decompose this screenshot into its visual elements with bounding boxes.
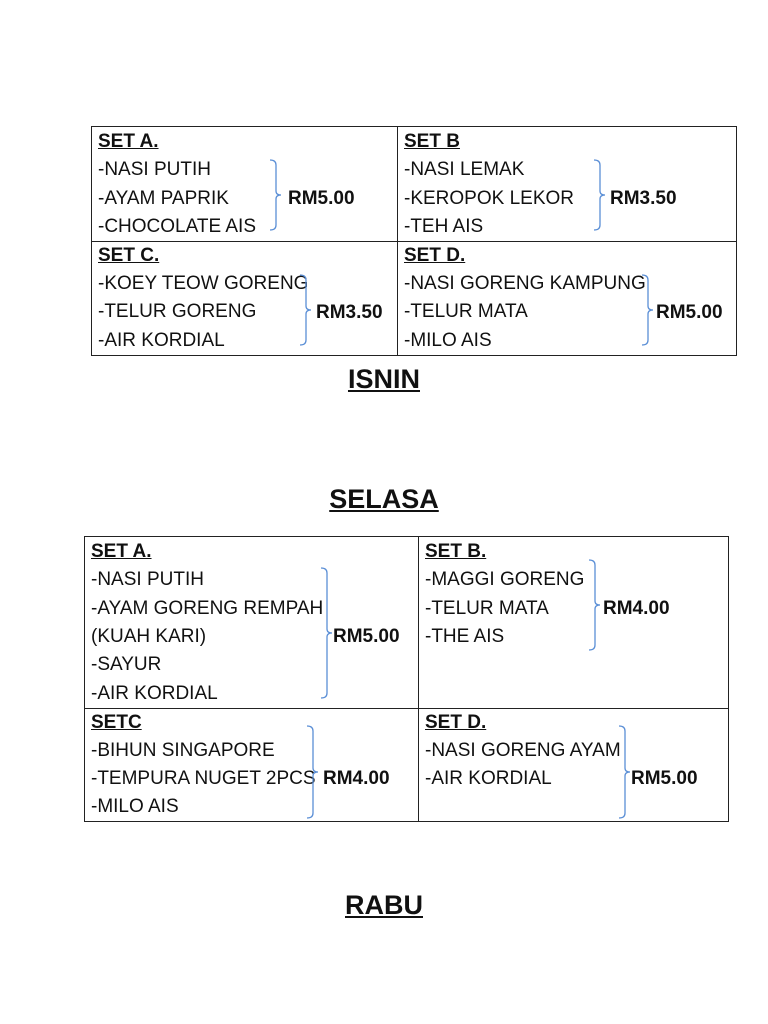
set-title: SET D. [404, 245, 466, 266]
set-title: SET B. [425, 541, 487, 562]
menu-item: (KUAH KARI) [91, 626, 207, 647]
menu-item: -AYAM PAPRIK [98, 188, 229, 209]
menu-item: -AIR KORDIAL [98, 330, 225, 351]
menu-item: -TELUR GORENG [98, 301, 257, 322]
menu-item: -KEROPOK LEKOR [404, 188, 574, 209]
menu-item: -TELUR MATA [425, 598, 549, 619]
menu-item: -AIR KORDIAL [91, 683, 218, 704]
set-price: RM3.50 [610, 188, 677, 209]
set-title: SET D. [425, 712, 487, 733]
set-title: SET C. [98, 245, 160, 266]
menu-item: -THE AIS [425, 626, 505, 647]
menu-item: -TEH AIS [404, 216, 484, 237]
menu-item: -BIHUN SINGAPORE [91, 740, 275, 761]
set-title: SET A. [98, 131, 159, 152]
curly-brace-icon [640, 274, 654, 346]
menu-item: -MAGGI GORENG [425, 569, 585, 590]
menu-cell-set-b [398, 127, 737, 242]
set-price: RM4.00 [603, 598, 670, 619]
set-price: RM5.00 [288, 188, 355, 209]
selasa-menu-table [84, 536, 729, 822]
menu-item: -KOEY TEOW GORENG [98, 273, 309, 294]
curly-brace-icon [587, 559, 601, 651]
set-price: RM3.50 [316, 302, 383, 323]
menu-item: -MILO AIS [91, 796, 179, 817]
curly-brace-icon [319, 567, 333, 699]
set-price: RM5.00 [656, 302, 723, 323]
menu-cell-set-d [419, 709, 729, 822]
curly-brace-icon [592, 159, 606, 231]
menu-item: -NASI PUTIH [98, 159, 211, 180]
menu-item: -NASI LEMAK [404, 159, 525, 180]
menu-item: -TELUR MATA [404, 301, 528, 322]
day-heading-isnin: ISNIN [347, 364, 420, 394]
menu-item: -MILO AIS [404, 330, 492, 351]
set-title: SETC [91, 712, 142, 733]
menu-cell-set-b [419, 537, 729, 709]
menu-cell-set-a [92, 127, 398, 242]
menu-item: -NASI PUTIH [91, 569, 204, 590]
menu-item: -AIR KORDIAL [425, 768, 552, 789]
set-title: SET A. [91, 541, 152, 562]
menu-cell-set-a [85, 537, 419, 709]
set-title: SET B [404, 131, 460, 152]
menu-item: -CHOCOLATE AIS [98, 216, 257, 237]
menu-item: -TEMPURA NUGET 2PCS [91, 768, 316, 789]
menu-cell-set-c [92, 242, 398, 356]
menu-cell-set-d [398, 242, 737, 356]
curly-brace-icon [298, 274, 312, 346]
menu-cell-set-c [85, 709, 419, 822]
set-price: RM5.00 [333, 626, 400, 647]
menu-item: -AYAM GORENG REMPAH [91, 598, 324, 619]
curly-brace-icon [305, 725, 319, 819]
curly-brace-icon [617, 725, 631, 819]
menu-item: -SAYUR [91, 654, 162, 675]
menu-item: -NASI GORENG KAMPUNG [404, 273, 646, 294]
menu-item: -NASI GORENG AYAM [425, 740, 621, 761]
day-heading-selasa: SELASA [329, 484, 439, 514]
day-heading-rabu: RABU [345, 890, 423, 920]
set-price: RM4.00 [323, 768, 390, 789]
curly-brace-icon [268, 159, 282, 231]
set-price: RM5.00 [631, 768, 698, 789]
isnin-menu-table [91, 126, 737, 356]
